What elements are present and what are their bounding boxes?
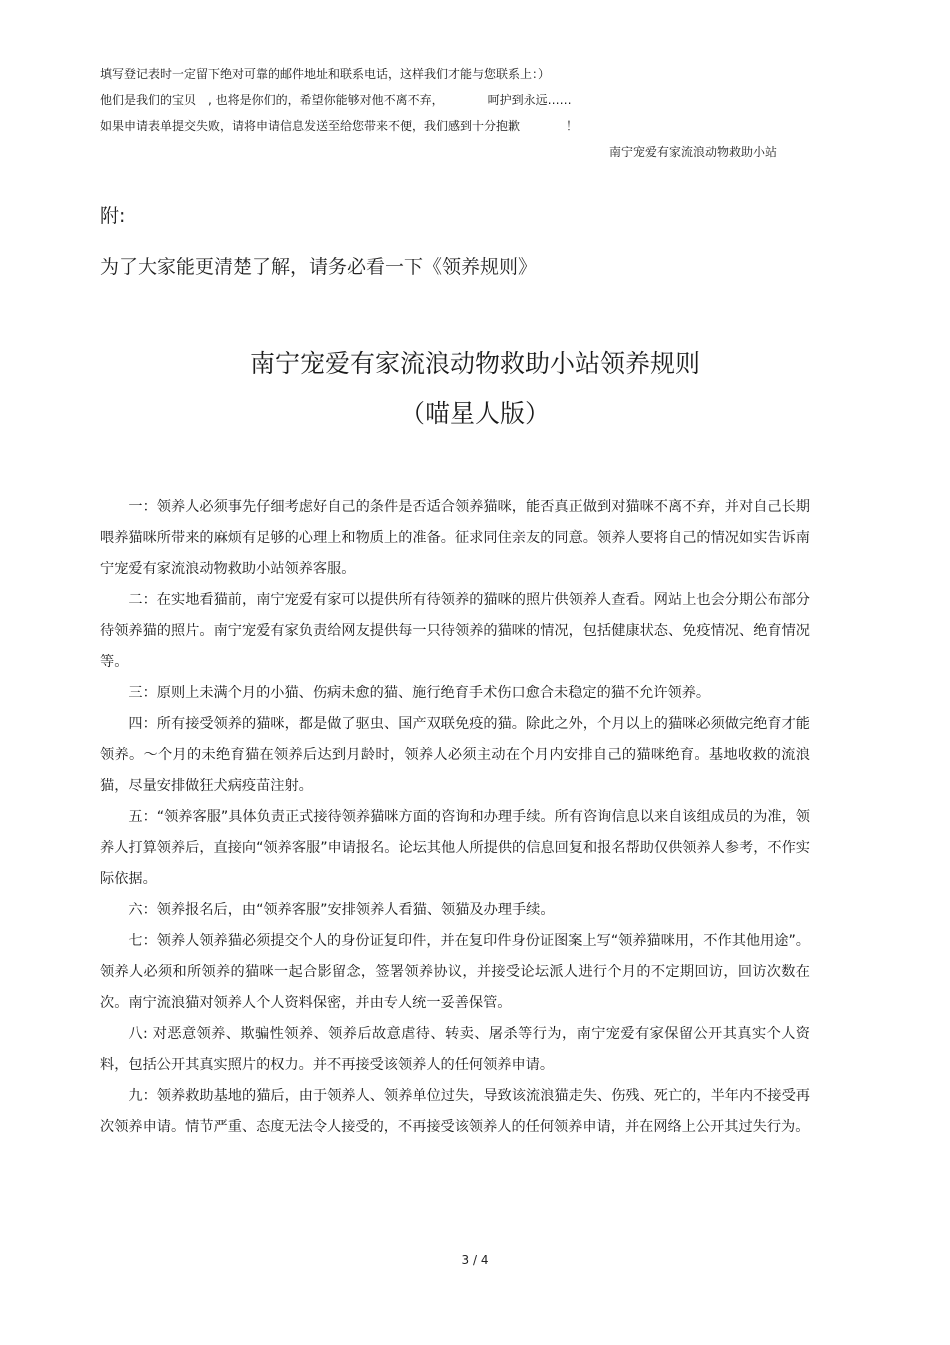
rules-subtitle: （喵星人版） (399, 399, 550, 428)
appendix-label: 附: (100, 205, 126, 227)
submit-failure-text: 如果申请表单提交失败，请将申请信息发送至给您带来不便，我们感到十分抱歉 (100, 119, 521, 133)
rule-item-8: 八: 对恶意领养、欺骗性领养、领养后故意虐待、转卖、屠杀等行为，南宁宠爱有家保留公开其真实个人资料，包括公开其真实照片的权力。并不再接受该领养人的任何领养申请。 (100, 1026, 810, 1073)
rule-item-1: 一：领养人必须事先仔细考虑好自己的条件是否适合领养猫咪，能否真正做到对猫咪不离不弃，并对自己长期喂养猫咪所带来的麻烦有足够的心理上和物质上的准备。征求同住亲友的同意。领养人要将自己的情况如实告诉南宁宠爱有家流浪动物救助小站领养客服。 (100, 499, 810, 577)
rule-item-7: 七：领养人领养猫必须提交个人的身份证复印件，并在复印件身份证图案上写“领养猫咪用，不作其他用途”。领养人必须和所领养的猫咪一起合影留念，签署领养协议，并接受论坛派人进行个月的不定期回访，回访次数在次。南宁流浪猫对领养人个人资料保密，并由专人统一妥善保管。 (100, 933, 810, 1011)
rule-item-6: 六：领养报名后，由“领养客服”安排领养人看猫、领猫及办理手续。 (128, 902, 555, 918)
rule-item-2: 二：在实地看猫前，南宁宠爱有家可以提供所有待领养的猫咪的照片供领养人查看。网站上也会分期公布部分待领养猫的照片。南宁宠爱有家负责给网友提供每一只待领养的猫咪的情况，包括健康状态、免疫情况、绝育情况等。 (100, 592, 810, 670)
station-signature: 南宁宠爱有家流浪动物救助小站 (608, 145, 777, 159)
submit-failure-line (100, 118, 578, 134)
page-number: 3 / 4 (461, 1253, 489, 1267)
submit-failure-mark: ！ (566, 119, 579, 133)
rule-item-4: 四：所有接受领养的猫咪，都是做了驱虫、国产双联免疫的猫。除此之外，个月以上的猫咪必须做完绝育才能领养。～个月的未绝育猫在领养后达到月龄时，领养人必须主动在个月内安排自己的猫咪绝育。基地收救的流浪猫，尽量安排做狂犬病疫苗注射。 (100, 716, 810, 794)
rule-item-3: 三：原则上未满个月的小猫、伤病未愈的猫、施行绝育手术伤口愈合未稳定的猫不允许领养。 (128, 685, 711, 701)
rule-item-5: 五：“领养客服”具体负责正式接待领养猫咪方面的咨询和办理手续。所有咨询信息以来自该组成员的为准，领养人打算领养后，直接向“领养客服”申请报名。论坛其他人所提供的信息回复和报名帮助仅供领养人参考，不作实际依据。 (100, 809, 810, 887)
rules-title: 南宁宠爱有家流浪动物救助小站领养规则 (249, 349, 700, 378)
rule-item-9: 九：领养救助基地的猫后，由于领养人、领养单位过失，导致该流浪猫走失、伤残、死亡的，半年内不接受再次领养申请。情节严重、态度无法令人接受的，不再接受该领养人的任何领养申请，并在网络上公开其过失行为。 (100, 1088, 810, 1135)
care-message-text: 他们是我们的宝贝 , 也将是你们的，希望你能够对他不离不弃， (100, 93, 444, 107)
rules-list (100, 492, 810, 1143)
care-message-line (100, 92, 572, 108)
contact-reminder-text: 填写登记表时一定留下绝对可靠的邮件地址和联系电话，这样我们才能与您联系上：） (100, 67, 551, 81)
contact-reminder-line (100, 66, 550, 82)
care-message-tail: 呵护到永远…… (487, 93, 572, 107)
appendix-note: 为了大家能更清楚了解，请务必看一下《领养规则》 (100, 256, 538, 278)
